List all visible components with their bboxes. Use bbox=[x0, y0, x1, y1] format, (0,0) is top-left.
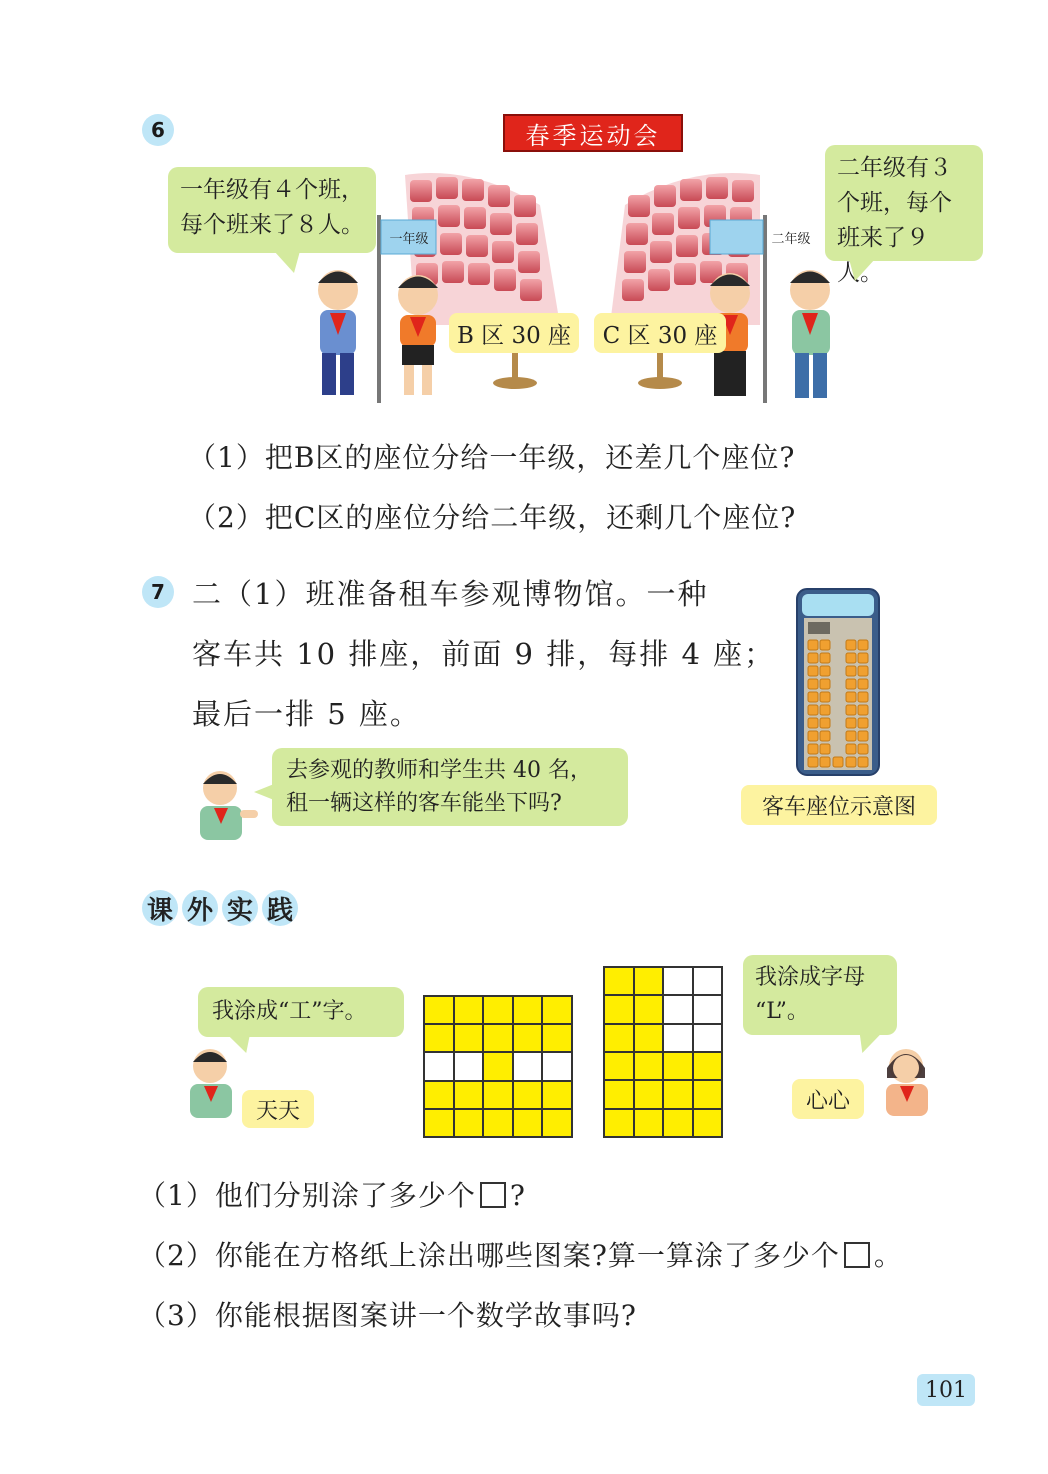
bus-seat bbox=[808, 731, 818, 741]
bus-seat-diagram bbox=[796, 588, 880, 776]
question-text: （1）他们分别涂了多少个 bbox=[138, 1179, 476, 1212]
bus-seat bbox=[846, 744, 856, 754]
stadium-illustration bbox=[290, 165, 870, 415]
practice-title-char: 外 bbox=[182, 890, 218, 926]
student-tiantian bbox=[184, 1044, 246, 1120]
student-boy-1 bbox=[318, 270, 358, 395]
grid-cell-filled bbox=[514, 1110, 542, 1136]
grid-cell-filled bbox=[425, 1025, 453, 1051]
problem-number-7: 7 bbox=[142, 576, 174, 608]
bus-seat bbox=[846, 757, 856, 767]
practice-question-1 bbox=[138, 1174, 526, 1214]
grid-cell-filled bbox=[455, 1025, 483, 1051]
grid-cell-filled bbox=[514, 1025, 542, 1051]
practice-question-2 bbox=[138, 1234, 903, 1274]
bubble-tiantian bbox=[198, 987, 404, 1037]
grid-cell-empty bbox=[664, 1025, 692, 1051]
grid-cell-filled bbox=[455, 1110, 483, 1136]
question-text: 。 bbox=[873, 1239, 903, 1272]
bus-seat bbox=[820, 692, 830, 702]
flag-label-grade-one: 一年级 bbox=[389, 232, 429, 247]
grid-cell-empty bbox=[694, 968, 722, 994]
bus-seat bbox=[858, 705, 868, 715]
bubble-line: 班来了９人。 bbox=[837, 225, 929, 286]
bubble-line: 去参观的教师和学生共 40 名， bbox=[286, 758, 592, 783]
grid-cell-empty bbox=[664, 968, 692, 994]
bubble-xinxin bbox=[743, 955, 897, 1035]
flag-label-grade-two: 二年级 bbox=[771, 232, 811, 247]
bus-seat bbox=[858, 679, 868, 689]
bubble-line: 租一辆这样的客车能坐下吗? bbox=[286, 791, 562, 816]
problem-number-6: 6 bbox=[142, 114, 174, 146]
grid-cell-filled bbox=[514, 997, 542, 1023]
bus-seat bbox=[820, 640, 830, 650]
bus-seat bbox=[846, 679, 856, 689]
grid-cell-empty bbox=[425, 1053, 453, 1079]
grid-cell-empty bbox=[664, 996, 692, 1022]
grid-cell-filled bbox=[543, 997, 571, 1023]
bus-seat bbox=[858, 731, 868, 741]
bus-seat bbox=[820, 718, 830, 728]
grid-cell-filled bbox=[425, 1082, 453, 1108]
grid-cell-filled bbox=[694, 1081, 722, 1107]
grid-cell-filled bbox=[455, 1082, 483, 1108]
problem7-line-1: 二（1）班准备租车参观博物馆。一种 bbox=[192, 577, 709, 611]
grid-cell-filled bbox=[543, 1082, 571, 1108]
grid-cell-filled bbox=[664, 1053, 692, 1079]
grid-cell-filled bbox=[484, 1110, 512, 1136]
bus-seat bbox=[846, 731, 856, 741]
practice-title bbox=[142, 888, 302, 928]
grid-cell-filled bbox=[635, 1053, 663, 1079]
zone-b-sign: B 区 30 座 bbox=[449, 313, 579, 353]
bus-seat bbox=[846, 718, 856, 728]
problem6-question-1: （1）把B区的座位分给一年级，还差几个座位? bbox=[188, 441, 796, 474]
grid-cell-filled bbox=[514, 1082, 542, 1108]
grid-cell-filled bbox=[605, 968, 633, 994]
bus-seat bbox=[858, 757, 868, 767]
bus-seat bbox=[858, 744, 868, 754]
grid-cell-filled bbox=[484, 1053, 512, 1079]
grid-cell-empty bbox=[694, 996, 722, 1022]
practice-title-char: 实 bbox=[222, 890, 258, 926]
bus-seat bbox=[858, 653, 868, 663]
bus-seat bbox=[808, 640, 818, 650]
bus-seat bbox=[858, 692, 868, 702]
bubble-line: 我涂成“工”字。 bbox=[212, 999, 367, 1024]
zone-c-sign: C 区 30 座 bbox=[594, 313, 726, 353]
grid-cell-filled bbox=[425, 997, 453, 1023]
grid-l-shape bbox=[603, 966, 723, 1138]
name-xinxin: 心心 bbox=[792, 1079, 864, 1119]
bus-seat bbox=[846, 653, 856, 663]
bus-seat bbox=[820, 705, 830, 715]
bus-seat bbox=[808, 718, 818, 728]
grid-cell-filled bbox=[605, 1025, 633, 1051]
question-text: （2）你能在方格纸上涂出哪些图案?算一算涂了多少个 bbox=[138, 1239, 840, 1272]
bus-seat bbox=[808, 744, 818, 754]
bubble-line: 一年级有４个班， bbox=[180, 177, 364, 203]
grid-cell-filled bbox=[484, 1025, 512, 1051]
bubble-line: “L”。 bbox=[755, 999, 809, 1024]
grid-cell-filled bbox=[694, 1053, 722, 1079]
bubble-bus-question bbox=[272, 748, 628, 826]
student-boy-4 bbox=[790, 270, 830, 398]
grid-cell-filled bbox=[425, 1110, 453, 1136]
grid-cell-filled bbox=[543, 1110, 571, 1136]
bus-seat bbox=[846, 705, 856, 715]
problem6-question-2: （2）把C区的座位分给二年级，还剩几个座位? bbox=[188, 501, 797, 534]
grid-cell-empty bbox=[514, 1053, 542, 1079]
bubble-line: 二年级有３ bbox=[837, 155, 952, 181]
grid-cell-filled bbox=[484, 997, 512, 1023]
bubble-line: 每个班来了８人。 bbox=[180, 212, 364, 238]
bus-seat bbox=[820, 679, 830, 689]
practice-question-3: （3）你能根据图案讲一个数学故事吗? bbox=[138, 1299, 637, 1332]
bus-seat bbox=[858, 666, 868, 676]
bus-seat bbox=[808, 692, 818, 702]
grid-cell-filled bbox=[635, 1025, 663, 1051]
question-text: ? bbox=[509, 1179, 526, 1212]
grid-cell-filled bbox=[605, 1053, 633, 1079]
bus-seat bbox=[820, 744, 830, 754]
grid-cell-empty bbox=[543, 1053, 571, 1079]
grid-cell-filled bbox=[664, 1110, 692, 1136]
grid-cell-filled bbox=[635, 996, 663, 1022]
bus-seat bbox=[820, 757, 830, 767]
bus-seat bbox=[833, 757, 843, 767]
bus-seat bbox=[820, 653, 830, 663]
grid-cell-filled bbox=[635, 1081, 663, 1107]
grid-cell-empty bbox=[455, 1053, 483, 1079]
bus-seat bbox=[808, 705, 818, 715]
practice-title-char: 课 bbox=[142, 890, 178, 926]
bubble-line: 个班，每个 bbox=[837, 190, 952, 216]
bus-seat bbox=[820, 666, 830, 676]
bus-seat bbox=[808, 757, 818, 767]
bus-seat bbox=[858, 718, 868, 728]
grid-cell-filled bbox=[605, 1110, 633, 1136]
student-boy-2 bbox=[398, 275, 438, 395]
bus-seat bbox=[808, 679, 818, 689]
bus-seat bbox=[846, 666, 856, 676]
bus-seat bbox=[846, 692, 856, 702]
problem7-line-2: 客车共 10 排座，前面 9 排，每排 4 座； bbox=[192, 637, 776, 671]
bus-seat bbox=[820, 731, 830, 741]
name-tiantian: 天天 bbox=[242, 1090, 314, 1128]
grid-cell-filled bbox=[605, 1081, 633, 1107]
grid-cell-filled bbox=[543, 1025, 571, 1051]
bus-seat bbox=[808, 653, 818, 663]
grid-cell-filled bbox=[635, 1110, 663, 1136]
grid-cell-empty bbox=[694, 1025, 722, 1051]
square-icon bbox=[844, 1242, 870, 1268]
student-xinxin bbox=[870, 1044, 936, 1118]
problem7-line-3: 最后一排 5 座。 bbox=[192, 697, 421, 731]
bus-seat bbox=[808, 666, 818, 676]
grid-cell-filled bbox=[635, 968, 663, 994]
grid-cell-filled bbox=[455, 997, 483, 1023]
grid-cell-filled bbox=[605, 996, 633, 1022]
bubble-line: 我涂成字母 bbox=[755, 965, 866, 990]
sports-meet-banner: 春季运动会 bbox=[503, 114, 683, 152]
page-number: 101 bbox=[917, 1374, 975, 1406]
student-girl-7 bbox=[190, 766, 262, 842]
bus-diagram-caption: 客车座位示意图 bbox=[741, 785, 937, 825]
practice-title-char: 践 bbox=[262, 890, 298, 926]
bus-seat bbox=[846, 640, 856, 650]
grid-cell-filled bbox=[664, 1081, 692, 1107]
grid-i-shape bbox=[423, 995, 573, 1138]
bus-seat bbox=[858, 640, 868, 650]
square-icon bbox=[480, 1182, 506, 1208]
grid-cell-filled bbox=[694, 1110, 722, 1136]
grid-cell-filled bbox=[484, 1082, 512, 1108]
